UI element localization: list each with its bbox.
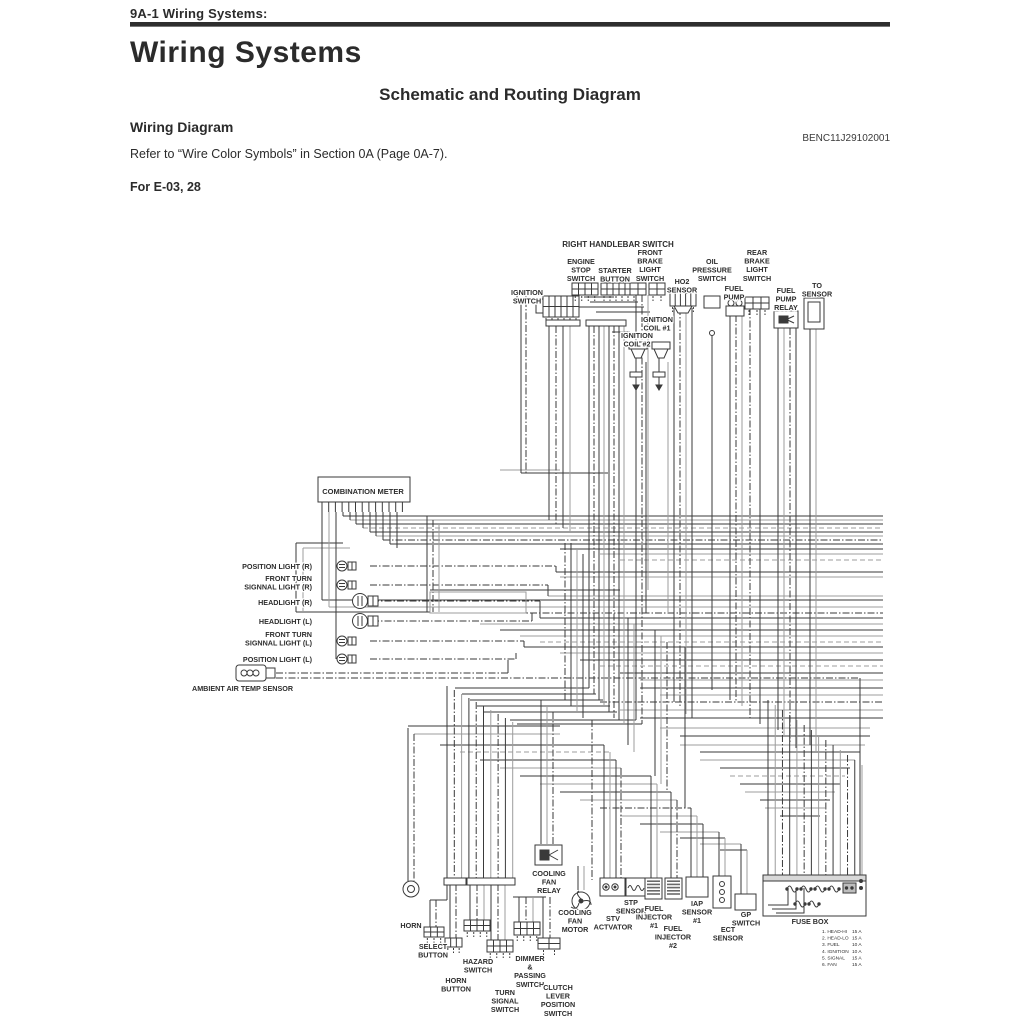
fuse-name: 5. SIGNAL xyxy=(822,956,845,962)
label-line: IGNITION xyxy=(641,315,673,324)
label-line: PRESSURE xyxy=(692,265,732,275)
label-line: #2 xyxy=(669,941,677,951)
front-turn-signal-l-symbol xyxy=(337,636,347,646)
label-line: FRONT xyxy=(637,248,663,257)
to-sensor-inner xyxy=(808,302,820,322)
shape xyxy=(653,372,665,377)
oil-pressure-switch-symbol xyxy=(704,296,720,308)
label-line: ACTVATOR xyxy=(593,922,633,932)
fuse-list xyxy=(822,929,862,968)
fuse-end xyxy=(824,888,826,890)
shield-outline xyxy=(430,592,526,613)
fuse-amp: 15 A xyxy=(852,956,862,962)
label-line: ENGINE xyxy=(567,257,595,266)
label-ambient-air-temp-sensor xyxy=(192,684,294,693)
shape xyxy=(654,349,668,358)
label-line: COOLING xyxy=(532,869,566,878)
label-position-light-r xyxy=(242,562,312,571)
label-line: SIGNAL xyxy=(491,996,519,1006)
label-line: LIGHT xyxy=(746,265,768,275)
label-fuel-pump xyxy=(724,284,745,302)
label-line: STARTER xyxy=(598,266,632,275)
fuse-amp: 15 A xyxy=(852,936,862,942)
fuse-amp: 15 A xyxy=(852,930,862,935)
junction-bar xyxy=(546,320,580,326)
label-ect-sensor xyxy=(713,925,744,943)
fuse-name: 2. HEAD-LO xyxy=(822,936,849,942)
document-code: BENC11J29102001 xyxy=(802,133,890,144)
fuse-end xyxy=(838,888,840,890)
label-to-sensor xyxy=(802,281,833,299)
label-line: IGNITION xyxy=(621,331,653,340)
position-light-r-symbol xyxy=(337,561,347,571)
label-combination-meter xyxy=(322,487,404,496)
label-line: SIGNNAL LIGHT (L) xyxy=(245,638,312,648)
label-line: SWITCH xyxy=(697,274,727,284)
label-line: FUEL xyxy=(776,286,796,295)
label-line: SENSOR xyxy=(801,289,833,299)
label-ignition-coil-2 xyxy=(621,331,653,349)
label-headlight-r xyxy=(258,598,313,607)
label-hazard-switch xyxy=(463,957,493,975)
fuse-end xyxy=(818,903,820,905)
headlight-r-symbol xyxy=(353,594,368,609)
reference-note: Refer to “Wire Color Symbols” in Section 0A (Page 0A-7). xyxy=(130,147,448,161)
label-line: COIL #1 xyxy=(643,323,671,333)
ignition-coil-1-symbol xyxy=(652,342,670,349)
label-line: INJECTOR xyxy=(654,932,692,942)
shape xyxy=(630,372,642,377)
label-line: FAN xyxy=(541,877,557,887)
label-line: REAR xyxy=(746,248,768,257)
ambient-pin xyxy=(253,670,259,676)
label-line: CLUTCH xyxy=(543,983,573,992)
label-line: SWITCH xyxy=(566,274,596,284)
fuse-name: 3. FUEL xyxy=(822,943,840,949)
dot xyxy=(860,880,863,883)
fuse-amp: 10 A xyxy=(852,943,862,949)
label-engine-stop-switch xyxy=(567,257,595,283)
ho2-connector xyxy=(670,293,696,306)
label-line: FAN xyxy=(567,916,583,926)
label-line: SWITCH xyxy=(742,273,772,283)
shape xyxy=(633,385,639,390)
label-line: HO2 xyxy=(674,277,690,286)
label-line: HORN xyxy=(445,976,467,985)
label-line: TO xyxy=(812,281,822,290)
label-line: FUSE BOX xyxy=(791,917,829,926)
label-turn-signal-switch xyxy=(491,988,519,1014)
label-line: LIGHT xyxy=(639,265,661,275)
label-line: COOLING xyxy=(558,908,592,917)
dot xyxy=(851,887,853,889)
dot xyxy=(860,887,863,890)
ect-pin xyxy=(720,898,725,903)
label-line: FUEL xyxy=(663,924,683,933)
label-line: FRONT TURN xyxy=(265,630,312,639)
label-dimmer-passing-switch xyxy=(514,954,546,989)
label-line: IGNITION xyxy=(511,288,543,297)
label-line: POSITION LIGHT (L) xyxy=(242,655,312,664)
position-light-l-symbol xyxy=(337,654,347,664)
applicability-note: For E-03, 28 xyxy=(130,180,201,194)
label-line: RIGHT HANDLEBAR SWITCH xyxy=(562,240,674,249)
label-ignition-switch xyxy=(511,288,543,306)
label-line: BUTTON xyxy=(441,984,471,994)
label-line: LEVER xyxy=(546,991,570,1001)
label-line: SENSOR xyxy=(712,933,744,943)
label-line: SWITCH xyxy=(635,273,665,283)
fuse-amp: 15 A xyxy=(852,963,862,968)
label-line: #1 xyxy=(650,921,658,931)
dot xyxy=(845,887,847,889)
label-line: COIL #2 xyxy=(623,339,651,349)
label-horn xyxy=(400,921,421,930)
label-line: SENSOR xyxy=(615,906,647,916)
ect-pin xyxy=(720,882,725,887)
front-turn-signal-r-symbol xyxy=(337,580,347,590)
label-line: SWITCH xyxy=(463,965,493,975)
label-line: SENSOR xyxy=(666,285,698,295)
label-starter-button xyxy=(598,266,632,284)
fuse-name: 6. FAN xyxy=(822,963,837,968)
label-line: FRONT TURN xyxy=(265,574,312,583)
shape xyxy=(656,385,662,390)
component-symbols xyxy=(236,283,866,958)
label-line: PUMP xyxy=(775,294,797,304)
label-line: ECT xyxy=(720,925,736,934)
label-line: SELECT xyxy=(418,942,448,951)
label-line: PASSING xyxy=(514,971,546,981)
ambient-pin xyxy=(247,670,253,676)
stv-dot xyxy=(605,886,607,888)
headlight-l-symbol xyxy=(353,614,368,629)
label-line: PUMP xyxy=(723,292,745,302)
label-horn-button xyxy=(441,976,471,994)
label-line: SWITCH xyxy=(515,979,545,989)
stv-dot xyxy=(614,886,616,888)
junction-bar xyxy=(586,320,626,326)
label-line: BUTTON xyxy=(418,950,448,960)
label-iap-sensor-1 xyxy=(682,899,713,925)
label-line: SWITCH xyxy=(490,1005,520,1015)
label-clutch-lever-position-switch xyxy=(541,983,575,1016)
junction-bar xyxy=(444,878,466,885)
ambient-plug xyxy=(266,668,275,678)
label-line: SIGNNAL LIGHT (R) xyxy=(244,582,312,592)
horn-button-connector xyxy=(445,938,462,947)
label-front-brake-light-switch xyxy=(636,248,664,283)
label-line: #1 xyxy=(693,916,701,926)
section-heading: Wiring Diagram xyxy=(130,119,234,135)
label-rear-brake-light-switch xyxy=(743,248,771,283)
fuse-end xyxy=(808,903,810,905)
fuse-name: 1. HEAD-HI xyxy=(822,930,848,935)
label-line: IAP xyxy=(691,899,703,908)
label-front-turn-signal-light-l xyxy=(245,630,313,648)
label-line: STOP xyxy=(571,265,591,275)
fuse-box-rail xyxy=(763,875,866,881)
label-line: SWITCH xyxy=(512,296,542,306)
shape xyxy=(631,349,645,358)
page-subtitle: Schematic and Routing Diagram xyxy=(379,85,641,104)
horn-inner xyxy=(408,886,415,893)
label-line: SWITCH xyxy=(543,1008,573,1016)
fuse-end xyxy=(814,888,816,890)
ect-pin xyxy=(720,890,725,895)
label-line: BRAKE xyxy=(637,256,663,266)
label-fuse-box xyxy=(792,917,829,926)
label-cooling-fan-motor xyxy=(558,908,592,934)
label-line: OIL xyxy=(706,257,718,266)
label-line: STV xyxy=(606,914,620,923)
fuse-end xyxy=(828,888,830,890)
label-position-light-l xyxy=(243,655,313,664)
label-oil-pressure-switch xyxy=(692,257,732,283)
label-front-turn-signal-light-r xyxy=(244,574,312,592)
label-headlight-l xyxy=(259,617,313,626)
label-line: STP xyxy=(624,898,638,907)
fuse-end xyxy=(810,888,812,890)
label-ignition-coil-1 xyxy=(641,315,673,333)
label-ho2-sensor xyxy=(667,277,698,295)
label-line: POSITION xyxy=(540,1000,576,1010)
label-cooling-fan-relay xyxy=(532,869,566,895)
label-stv-actvator xyxy=(594,914,634,932)
label-line: SENSOR xyxy=(681,907,713,917)
label-fuel-pump-relay xyxy=(774,286,798,312)
gp-switch-symbol xyxy=(735,894,756,910)
page-title: Wiring Systems xyxy=(130,36,362,69)
label-line: COMBINATION METER xyxy=(322,487,404,496)
label-line: HORN xyxy=(400,921,422,930)
fuse-amp: 10 A xyxy=(852,949,862,955)
fuse-end xyxy=(800,888,802,890)
label-fuel-injector-2 xyxy=(655,924,692,950)
label-line: RELAY xyxy=(774,303,798,313)
label-line: POSITION LIGHT (R) xyxy=(242,562,312,571)
fuel-pump-symbol xyxy=(726,306,744,316)
junction-bar xyxy=(467,878,515,885)
label-line: MOTOR xyxy=(561,925,589,935)
label-line: TURN xyxy=(495,988,515,997)
ambient-pin xyxy=(241,670,247,676)
label-line: FUEL xyxy=(644,904,664,913)
fuse-name: 4. IGNITION xyxy=(822,949,849,955)
label-line: RELAY xyxy=(537,886,561,896)
label-line: INJECTOR xyxy=(635,912,673,922)
iap-sensor-symbol xyxy=(686,877,708,897)
label-line: AMBIENT AIR TEMP SENSOR xyxy=(192,684,294,693)
label-line: BRAKE xyxy=(744,256,770,266)
label-line: GP xyxy=(740,910,752,919)
label-line: HAZARD xyxy=(462,957,494,966)
oil-pressure-terminal xyxy=(710,331,715,336)
label-line: SWITCH xyxy=(731,918,761,928)
label-line: DIMMER xyxy=(515,954,545,963)
label-line: HEADLIGHT (R) xyxy=(258,598,312,607)
label-line: BUTTON xyxy=(600,274,630,284)
label-line: FUEL xyxy=(724,284,744,293)
relay-core xyxy=(540,850,549,860)
label-line: HEADLIGHT (L) xyxy=(258,617,312,626)
label-select-button xyxy=(418,942,448,960)
ho2-boot xyxy=(674,306,692,313)
fan-hub xyxy=(579,899,583,903)
label-gp-switch xyxy=(732,910,760,928)
label-line: & xyxy=(527,962,533,972)
page-number-heading: 9A-1 Wiring Systems: xyxy=(130,6,268,21)
